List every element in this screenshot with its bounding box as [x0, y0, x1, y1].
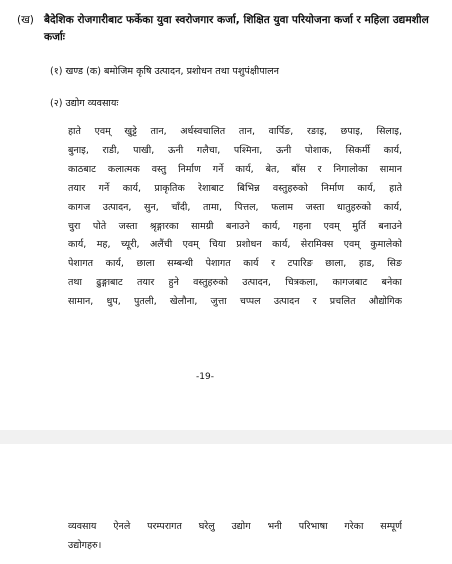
paragraph-line: तयार गर्ने कार्य, प्राकृतिक रेशाबाट बिभिन्न वस्तुहरुको निर्माण कार्य, हाते — [68, 182, 402, 194]
section-heading-text: बैदेशिक रोजगारीबाट फर्केका युवा स्वरोजगार कर्जा, शिक्षित युवा परियोजना कर्जा र महिला उद्यमशील कर्जाः — [44, 14, 429, 43]
paragraph-line: सामान, धुप, पुतली, खेलौना, जुत्ता चप्पल उत्पादन र प्रचलित औद्योगिक — [68, 296, 402, 308]
paragraph-line: काठबाट कलात्मक वस्तु निर्माण गर्ने कार्य, बेत, बाँस र निगालोका सामान — [68, 163, 402, 175]
sub-item-2: (२) उद्योग व्यवसायः — [50, 98, 119, 109]
section-marker: (ख) — [17, 14, 34, 26]
paragraph-line: चुरा पोते जस्ता श्रृङ्गारका सामग्री बनाउने कार्य, गहना एवम् मुर्ति बनाउने — [68, 220, 402, 232]
paragraph-line: हाते एवम् खुट्टे तान, अर्धस्वचालित तान, वार्पिङ, रङाइ, छपाइ, सिलाइ, — [68, 126, 402, 137]
section-heading — [17, 12, 442, 46]
industry-list-paragraph — [68, 123, 402, 312]
page-break-gap — [0, 430, 452, 444]
continuation-line: उद्योगहरु। — [68, 540, 102, 551]
continuation-paragraph — [68, 517, 402, 555]
paragraph-line: तथा ढुङ्गाबाट तयार हुने वस्तुहरुको उत्पादन, चित्रकला, कागजबाट बनेका — [68, 277, 402, 289]
paragraph-line: पेशागत कार्य, छाला सम्बन्धी पेशागत कार्य र टपारिङ छाला, हाड, सिङ — [68, 258, 402, 270]
continuation-line: व्यवसाय ऐनले परम्परागत घरेलु उद्योग भनी परिभाषा गरेका सम्पूर्ण — [68, 521, 402, 532]
paragraph-line: कार्य, मह, च्यूरी, अलैंची एवम् चिया प्रशोधन कार्य, सेरामिक्स एवम् कुमालेको — [68, 239, 402, 251]
paragraph-line: बुनाइ, राडी, पाखी, ऊनी गलैचा, पश्मिना, ऊनी पोशाक, सिकर्मी कार्य, — [68, 144, 402, 156]
page-number-text: -19- — [196, 372, 214, 382]
paragraph-line: कागज उत्पादन, सुन, चाँदी, तामा, पित्तल, फलाम जस्ता धातुहरुको कार्य, — [68, 201, 402, 213]
sub-item-1: (१) खण्ड (क) बमोजिम कृषि उत्पादन, प्रशोधन तथा पशुपंक्षीपालन — [50, 66, 279, 77]
